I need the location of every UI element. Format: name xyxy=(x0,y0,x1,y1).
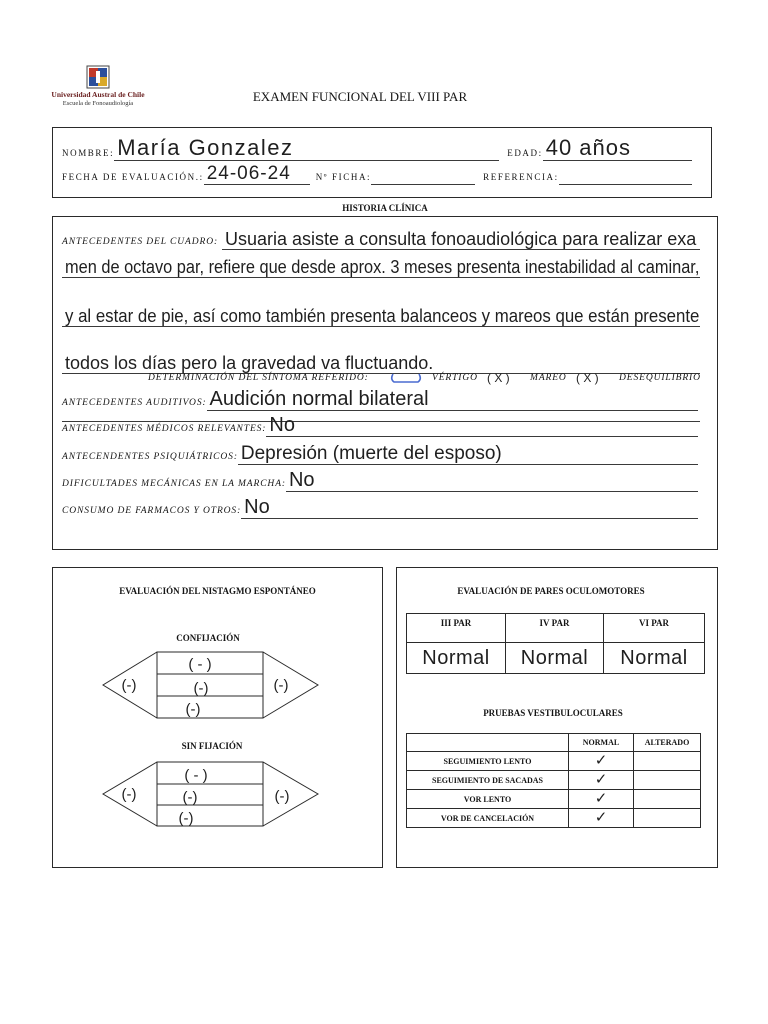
reference-field xyxy=(559,173,692,185)
with-fixation-diagram xyxy=(98,646,324,724)
psychiatric-history-label: ANTECENDENTES PSIQUIÁTRICOS: xyxy=(62,451,238,462)
table-row xyxy=(407,752,701,771)
column-vi-par: VI PAR xyxy=(604,614,705,643)
iii-par-cell xyxy=(407,643,506,674)
without-fixation-left-value: (-) xyxy=(121,786,137,803)
with-fixation-label: CONFIJACIÓN xyxy=(176,633,240,643)
vertigo-checkbox-mark xyxy=(389,372,423,384)
cuadro-text-3: y al estar de pie, así como también presenta balanceos y mareos que están presente xyxy=(65,306,700,326)
file-number-field xyxy=(371,173,475,185)
iv-par-cell xyxy=(506,643,604,674)
gait-difficulties-value: No xyxy=(288,469,315,491)
patient-row-1 xyxy=(62,137,692,161)
psychiatric-history-field xyxy=(238,443,698,465)
test-name: SEGUIMIENTO LENTO xyxy=(407,752,569,771)
without-fixation-row-1-value: ( - ) xyxy=(184,767,208,784)
with-fixation-right-value: (-) xyxy=(273,677,289,694)
drug-use-label: CONSUMO DE FARMACOS Y OTROS: xyxy=(62,505,242,516)
vestibular-heading: PRUEBAS VESTIBULOCULARES xyxy=(483,708,623,718)
normal-cell xyxy=(569,790,634,809)
gait-difficulties-field xyxy=(286,470,698,492)
without-fixation-row-3-value: (-) xyxy=(178,810,194,827)
auditory-history-field xyxy=(207,389,698,411)
gait-difficulties-row xyxy=(62,470,698,492)
psychiatric-history-row xyxy=(62,443,698,465)
table-row xyxy=(407,771,701,790)
evaluation-date-label: FECHA DE EVALUACIÓN.: xyxy=(62,172,204,182)
name-value: María Gonzalez xyxy=(117,135,294,160)
column-iii-par: III PAR xyxy=(407,614,506,643)
logo-school-name: Escuela de Fonoaudiología xyxy=(62,100,134,107)
desequilibrio-checkbox: ( X ) xyxy=(576,371,599,385)
cuadro-text-4: todos los días pero la gravedad va fluctuando. xyxy=(65,353,434,373)
column-iv-par: IV PAR xyxy=(506,614,604,643)
with-fixation-row-2-value: (-) xyxy=(193,680,209,697)
drug-use-value: No xyxy=(244,496,270,518)
patient-row-2 xyxy=(62,163,692,185)
table-row xyxy=(407,809,701,828)
vestibular-header-empty xyxy=(407,734,569,752)
table-row xyxy=(407,790,701,809)
test-name: VOR LENTO xyxy=(407,790,569,809)
with-fixation-left-value: (-) xyxy=(121,677,137,694)
vestibular-header-row xyxy=(407,734,701,752)
medical-history-label: ANTECEDENTES MÉDICOS RELEVANTES: xyxy=(62,423,267,434)
oculomotor-heading: EVALUACIÓN DE PARES OCULOMOTORES xyxy=(457,586,645,596)
medical-history-row xyxy=(62,415,698,437)
medical-history-field xyxy=(266,415,698,437)
check-mark-icon: ✓ xyxy=(594,790,608,807)
test-name: VOR DE CANCELACIÓN xyxy=(407,809,569,828)
cuadro-text-1: Usuaria asiste a consulta fonoaudiológica para realizar exa xyxy=(225,229,697,249)
age-label: EDAD: xyxy=(507,148,543,158)
university-crest-icon xyxy=(86,65,110,89)
desequilibrio-option: DESEQUILIBRIO xyxy=(619,373,701,383)
nystagmus-heading: EVALUACIÓN DEL NISTAGMO ESPONTÁNEO xyxy=(119,586,316,596)
check-mark-icon: ✓ xyxy=(594,771,608,788)
without-fixation-diagram xyxy=(98,756,324,832)
with-fixation-row-1-value: ( - ) xyxy=(188,656,212,673)
altered-cell xyxy=(634,790,701,809)
psychiatric-history-value: Depresión (muerte del esposo) xyxy=(240,443,502,464)
vi-par-value: Normal xyxy=(620,646,688,669)
test-name: SEGUIMIENTO DE SACADAS xyxy=(407,771,569,790)
iv-par-value: Normal xyxy=(520,646,589,669)
file-number-label: Nº FICHA: xyxy=(315,172,372,182)
oculomotor-header-row xyxy=(407,614,705,643)
cuadro-line-4 xyxy=(62,352,700,374)
evaluation-date-value: 24-06-24 xyxy=(206,163,291,184)
university-logo xyxy=(44,64,152,110)
auditory-history-value: Audición normal bilateral xyxy=(209,388,429,410)
symptom-label: DETERMINACIÓN DEL SÍNTOMA REFERIDO: xyxy=(148,373,369,383)
clinical-history-heading: HISTORIA CLÍNICA xyxy=(342,203,428,213)
column-normal: NORMAL xyxy=(569,734,634,752)
vertigo-option: VÉRTIGO xyxy=(432,373,478,383)
auditory-history-row xyxy=(62,389,698,411)
name-label: NOMBRE: xyxy=(62,148,115,158)
oculomotor-table xyxy=(406,613,705,674)
evaluation-date-field xyxy=(204,163,310,185)
altered-cell xyxy=(634,752,701,771)
without-fixation-label: SIN FIJACIÓN xyxy=(181,741,243,751)
check-mark-icon: ✓ xyxy=(594,752,608,769)
auditory-history-label: ANTECEDENTES AUDITIVOS: xyxy=(62,397,207,408)
vestibular-table xyxy=(406,733,701,828)
altered-cell xyxy=(634,809,701,828)
normal-cell xyxy=(569,771,634,790)
cuadro-line-2 xyxy=(62,256,700,278)
mareo-option: MAREO xyxy=(530,373,567,383)
drug-use-row xyxy=(62,497,698,519)
with-fixation-row-3-value: (-) xyxy=(185,701,201,718)
mareo-checkbox: ( X ) xyxy=(487,371,510,385)
without-fixation-row-2-value: (-) xyxy=(182,789,198,806)
medical-history-value: No xyxy=(269,414,295,436)
name-field xyxy=(114,135,499,161)
without-fixation-right-value: (-) xyxy=(274,788,290,805)
altered-cell xyxy=(634,771,701,790)
reference-label: REFERENCIA: xyxy=(483,172,559,182)
column-altered: ALTERADO xyxy=(634,734,701,752)
cuadro-line-3 xyxy=(62,305,700,327)
cuadro-label: ANTECEDENTES DEL CUADRO: xyxy=(62,236,219,247)
vi-par-cell xyxy=(604,643,705,674)
cuadro-text-2: men de octavo par, refiere que desde aprox. 3 meses presenta inestabilidad al caminar, xyxy=(65,257,700,277)
logo-university-name: Universidad Austral de Chile xyxy=(51,90,145,99)
cuadro-line-1 xyxy=(222,228,700,250)
drug-use-field xyxy=(241,497,698,519)
oculomotor-value-row xyxy=(407,643,705,674)
document-title: EXAMEN FUNCIONAL DEL VIII PAR xyxy=(252,89,468,104)
check-mark-icon: ✓ xyxy=(594,809,608,826)
age-field xyxy=(543,135,692,161)
gait-difficulties-label: DIFICULTADES MECÁNICAS EN LA MARCHA: xyxy=(62,478,286,489)
iii-par-value: Normal xyxy=(422,646,490,669)
age-value: 40 años xyxy=(545,135,632,160)
normal-cell xyxy=(569,809,634,828)
cuadro-row xyxy=(62,228,700,250)
normal-cell xyxy=(569,752,634,771)
